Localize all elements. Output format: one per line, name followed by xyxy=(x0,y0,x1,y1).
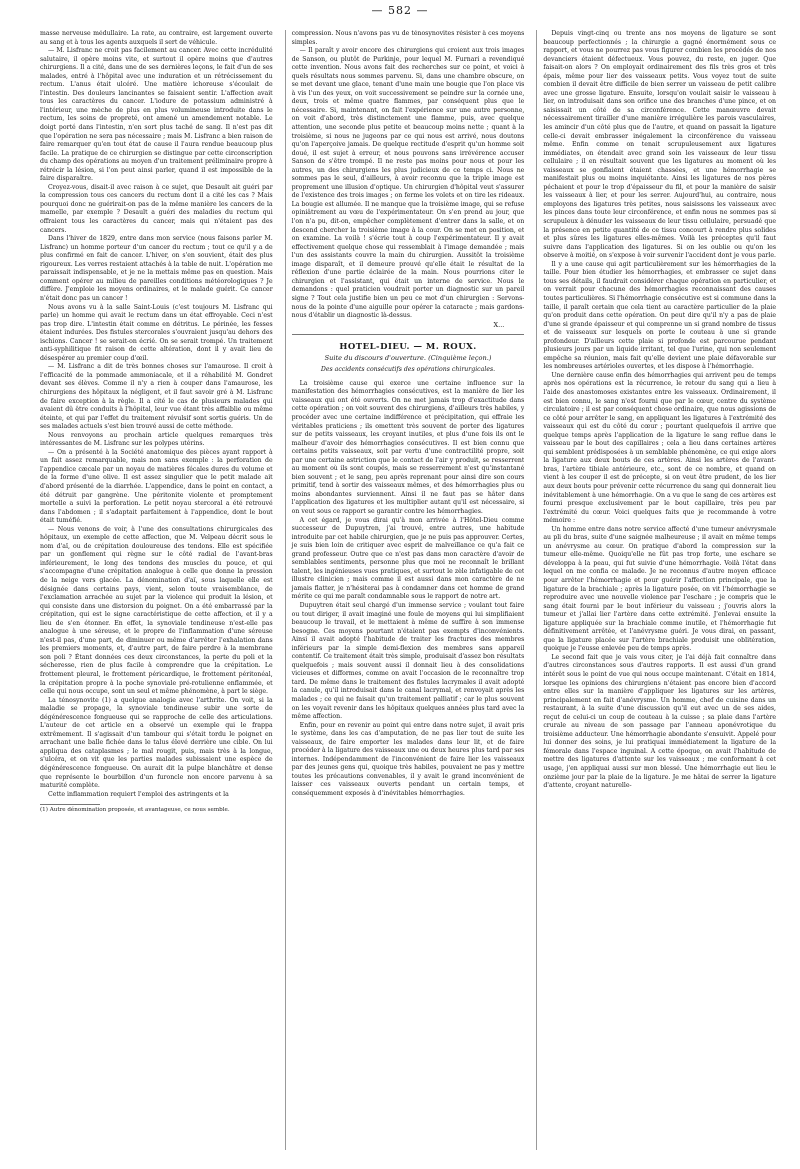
column-2 xyxy=(285,30,525,1150)
paragraph: — M. Lisfranc ne croit pas facilement au cancer. Avec cette incrédulité salutaire, il opère moins vite, et surtout il opère moins que d'autres chirurgiens. Il a cité, dans une de ses dernières leçons, le fait d'un de ses malades, entré à l'hôpital avec une induration et un rétrécissement du rectum. L'anus était ulcéré. Une matière ichoreuse s'écoulait de l'intestin. Des douleurs lancinantes se faisaient sentir. L'affection avait tous les caractères du cancer. L'iodure de potassium administré à l'intérieur, une mèche de plus en plus volumineuse introduite dans le rectum, les soins de propreté, ont amené un amendement notable. Le doigt porté dans l'intestin, n'en sort plus taché de sang. Il n'est pas dit que l'opération ne sera pas nécessaire ; mais M. Lisfranc a bien raison de faire remarquer qu'en tout état de cause il l'aura rendue beaucoup plus facile. La pratique de ce chirurgien se distingue par cette circonscription du champ des opérations au moyen d'un traitement préliminaire propre à rétrécir la lésion, si l'on peut ainsi parler, quand il est impossible de la faire disparaître. xyxy=(40,47,273,183)
paragraph: Nous renvoyons au prochain article quelques remarques très intéressantes de M. Lisfranc sur les polypes utérins. xyxy=(40,431,273,448)
paragraph: Un homme entre dans notre service affecté d'une tumeur anévrysmale au pli du bras, suite d'une saignée malheureuse ; il avait en même temps un anévrysme au cœur. On pratique d'abord la compression sur la tumeur elle-même. Quoiqu'elle ne fût pas trop forte, une eschare se développa à la peau, qui fut suivie d'une hémorrhagie. Voilà l'état dans lequel on me confia ce malade. Je ne reconnus d'autre moyen efficace pour arrêter l'hémorrhagie et pour guérir l'affection principale, que la ligature de la brachiale ; après la ligature posée, on vit l'hémorrhagie se reproduire avec une nouvelle violence par l'eschare ; je compris que le sang était fourni par le bout inférieur du vaisseau ; j'ouvris alors la tumeur et j'allai lier l'artère dans cette extrémité. J'enlevai ensuite la ligature appliquée sur la brachiale comme inutile, et l'hémorrhagie fut définitivement arrêtée, et l'anévrysme guéri. Je vous dirai, en passant, que la ligature placée sur l'artère brachiale produisit une oblitération, quoique je l'eusse enlevée peu de temps après. xyxy=(543,525,777,653)
section-subtitle: Suite du discours d'ouverture. (Cinquième leçon.) xyxy=(324,353,492,362)
paragraph: Dupuytren était seul chargé d'un immense service ; voulant tout faire ou tout diriger, il avait imaginé une foule de moyens qui lui simplifiaient beaucoup le travail, et le mettaient à même de suffire à son immense besogne. Ces moyens pourtant n'étaient pas exempts d'inconvénients. Ainsi il avait adopté l'habitude de traiter les fractures des membres inférieurs par la simple demi-flexion des membres sans appareil contentif. Ce traitement était très simple, produisait d'assez bon résultats quelquefois ; mais souvent aussi il donnait lieu à des consolidations vicieuses et difformes, comme on avait l'occasion de le reconnaître trop tard. De même dans le traitement des fistules lacrymales il avait adopté la canule, qu'il introduisait dans le canal lacrymal, et renvoyait après les malades ; ce qui ne faisait qu'un traitement palliatif ; car le plus souvent on les voyait revenir dans les hôpitaux quelques années plus tard avec la même affection. xyxy=(291,602,525,721)
paragraph: Il y a une cause qui agit particulièrement sur les hémorrhagies de la taille. Pour bien étudier les hémorrhagies, et embrasser ce sujet dans tous ses détails, il faudrait considérer chaque opération en particulier, et on verrait pour chacune des hémorrhagies reconnaissant des causes toutes particulières. Si l'hémorrhagie consécutive est si commune dans la taille, il paraît certain que cela tient au caractère particulier de la plaie qu'on produit dans cette opération. On peut dire qu'il n'y a pas de plaie d'une si grande épaisseur et qui comprenne un si grand nombre de tissus et de vaisseaux sur lesquels on porte le couteau à une si grande profondeur. D'ailleurs cette plaie si profonde est parcourue pendant plusieurs jours par un liquide irritant, tel que l'urine, qui non seulement empêche sa réunion, mais fait qu'elle devient une plaie défavorable sur les nombreuses artérioles ouvertes, et les dispose à l'hémorrhagie. xyxy=(543,260,777,371)
paragraph: Depuis vingt-cinq ou trente ans nos moyens de ligature se sont beaucoup perfectionnés ; la chirurgie a gagné énormément sous ce rapport, et vous ne pourrez pas vous figurer combien les procédés de nos devanciers étaient défectueux. Vous pouvez, du reste, en juger. Que faisait-on alors ? On employait ordinairement des fils très gros et très épais, même pour lier des vaisseaux petits. Vous voyez tout de suite combien il devait être difficile de bien serrer un vaisseau de petit calibre avec une grosse ligature. Ensuite, lorsqu'on voulait saisir le vaisseau à lier, on introduisait dans son orifice une des branches d'une pince, et on saisissait un côté de sa circonférence. Cette manœuvre devait nécessairement tirailler d'une manière irrégulière les parois vasculaires, les amincir d'un côté plus que de l'autre, et quand on passait la ligature celle-ci devait embrasser inégalement la circonférence du vaisseau même. Enfin comme on tenait scrupuleusement aux ligatures immédiates, on étendait avec grand soin les vaisseaux de leur tissu cellulaire ; il en résultait souvent que les ligatures au moment où les vaisseaux se gonflaient étaient chassées, et une hémorrhagie se manifestait plus ou moins inquiétante. Ainsi les ligatures de nos pères péchaient et pour le trop d'épaisseur du fil, et pour la manière de saisir les vaisseaux à lier, et pour les serrer. Aujourd'hui, au contraire, nous employons des ligatures très petites, nous saisissons les vaisseaux avec les pinces dans toute leur circonférence, et enfin nous ne sommes pas si scrupuleux à dénuder les vaisseaux de leur tissu cellulaire, persuadé que la présence en petite quantité de ce tissu concourt à rendre plus solides et plus sûres les ligatures elles-mêmes. Voilà les préceptes qu'il faut suivre dans l'application des ligatures. Si on les oublie ou qu'on les observe à moitié, on s'expose à voir survenir l'accident dont je vous parle. xyxy=(543,30,777,260)
paragraph: — Nous venons de voir, à l'une des consultations chirurgicales des hôpitaux, un exemple de cette affection, que M. Velpeau décrit sous le nom d'aï, ou de crépitation douloureuse des tendons. Elle est spécifiée par un gonflement qui règne sur le côté radial de l'avant-bras inférieurement, le long des tendons des muscles du pouce, et qui s'accompagne d'une crépitation analogue à celle que donne la pression de la neige vers glacée. La dénomination d'aï, sous laquelle elle est désignée dans certains pays, vient, selon toute vraisemblance, de l'exclamation arrachée au sujet par la violence qui produit la lésion, et qui consiste dans une distorsion du poignet. On a été embarrassé par la crépitation, qui est le signe caractéristique de cette affection, et il y a lieu de s'en étonner. En effet, la synoviale tendineuse n'est-elle pas analogue à une séreuse, et le propre de l'inflammation d'une séreuse n'est-il pas, d'une part, de diminuer ou même d'arrêter l'exhalation dans les premiers moments, et, d'autre part, de faire perdre à la membrane son poli ? Étant données ces deux circonstances, la perte du poli et la sécheresse, rien de plus facile à comprendre que la crépitation. Le frottement pleural, le frottement péricardique, le frottement péritonéal, la crépitation propre à la poche synoviale pré-rotulienne enflammée, et celle qui nous occupe, sont un seul et même phénomène, à part le siège. xyxy=(40,525,273,696)
paragraph: Nous avons vu à la salle Saint-Louis (c'est toujours M. Lisfranc qui parle) un homme qui avait le rectum dans un état effroyable. Ceci n'est pas trop dire. L'intestin était comme en détritus. Le périnée, les fesses étaient indurées. Des fistules stercorales s'ouvraient jusqu'au dehors des ischions. Cancer ! se serait-on écrié. On se serait trompé. Un traitement anti-syphilitique fit raison de cette altération, dont il y avait lieu de désespérer au premier coup d'œil. xyxy=(40,303,273,362)
paragraph: — Il paraît y avoir encore des chirurgiens qui croient aux trois images de Sanson, ou plutôt de Purkinje, pour lequel M. Furnari a revendiqué cette invention. Nous avons fait des recherches sur ce point, et voici à quels résultats nous sommes parvenu. Si, dans une chambre obscure, on se met devant une glace, tenant d'une main une bougie que l'on place vis à vis l'un des yeux, on voit successivement se peindre sur la cornée une, deux, trois et même quatre flammes, par conséquent plus que le nécessaire. Si, maintenant, on fait l'expérience sur une autre personne, on voit d'abord, très distinctement une flamme, puis, avec quelque attention, une seconde plus petite et beaucoup moins nette ; quant à la troisième, si nous ne jugeons par ce qui nous est arrivé, nous doutons qu'on l'aperçoive jamais. De quelque rectitude d'esprit qu'un homme soit doué, il est sujet à erreur, et nous pouvons sans irrévérence accuser Sanson de s'être trompé. Il ne reste pas moins pour nous et pour les autres, un des chirurgiens les plus judicieux de ce temps ci. Nous ne sommes pas le seul, d'ailleurs, à avoir reconnu que la triple image est proprement une illusion d'optique. Un chirurgien d'hôpital veut s'assurer de l'existence des trois images ; on ferme les volets et on tire les rideaux. La bougie est allumée. Il ne manque que la troisième image, qui se refuse opiniâtrement au vœu de l'expérimentateur. On s'en prend au jour, que l'on n'a pu, dit-on, empêcher complètement d'entrer dans la salle, et on descend chercher la troisième image à la cour. On se met en position, et on examine. La voilà ! s'écrie tout à coup l'expérimentateur. Il y avait effectivement quelque chose qui ressemblait à l'image demandée ; mais l'un des assistants couvre la main du chirurgien. Aussitôt la troisième image disparaît, et il demeure prouvé qu'elle était le résultat de la réflexion d'une partie éclairée de la main. Nous pourrions citer le chirurgien et l'assistant, qui était un interne de service. Nous le demandons : quel praticien voudrait porter un diagnostic sur un pareil signe ? Tout cela justifie bien un peu ce mot d'un chirurgien : Servons-nous de la pointe d'une aiguille pour opérer la cataracte ; mais gardons-nous d'établir un diagnostic là-dessus. xyxy=(291,47,525,320)
article-columns xyxy=(40,30,776,1160)
section-subheading: Des accidents consécutifs des opérations chirurgicales. xyxy=(320,366,496,374)
article-signature: X... xyxy=(493,320,505,329)
paragraph: Une dernière cause enfin des hémorrhagies qui arrivent peu de temps après nos opérations est la récurrence, le retour du sang qui a lieu à l'aide des anastomoses existantes entre les vaisseaux. Ordinairement, il est bien connu, le sang n'est fourni que par le cœur, centre du système circulatoire ; il est par conséquent chose ordinaire, que nous agissions de ce côté pour arrêter le sang, en appliquant les ligatures à l'extrémité des vaisseaux qui est du côté du cœur ; pourtant quelquefois il arrive que quelque temps après l'application de la ligature le sang reflue dans le vaisseau par le bout des capillaires ; cela a lieu dans certaines artères qui semblent prédisposées à un semblable phénomène, ce qui exige alors la ligature aux deux bouts de ces artères. Ainsi les artères de l'avant-bras, l'artère tibiale antérieure, etc., sont de ce nombre, et quand on vient à les couper il est de précepte, si on veut être prudent, de les lier aux deux bouts pour prévenir cette récurrence du sang qui donnerait lieu inévitablement à une hémorrhagie. On a vu que le sang de ces artères est fourni presque exclusivement par le bout capillaire, très peu par l'extrémité du cœur. Voici quelques faits que je recommande à votre mémoire : xyxy=(543,371,777,525)
paragraph: Croyez-vous, disait-il avec raison à ce sujet, que Desault ait guéri par la compression tous ces cancers du rectum dont il a cité les cas ? Mais pourquoi donc ne guérirait-on pas de la même manière les cancers de la mamelle, par exemple ? Desault a guéri des maladies du rectum qui offraient tous les caractères du cancer, mais qui n'étaient pas des cancers. xyxy=(40,183,273,234)
paragraph: La troisième cause qui exerce une certaine influence sur la manifestation des hémorrhagies consécutives, est la manière de lier les vaisseaux qui ont été ouverts. On ne met jamais trop d'exactitude dans cette opération ; on voit souvent des chirurgiens, d'ailleurs très habiles, y procéder avec une certaine indifférence et précipitation, qui effraie les véritables praticiens ; ils omettent très souvent de porter des ligatures sur de petits vaisseaux, les croyant inutiles, et plus d'une fois ils ont le malheur d'avoir des hémorrhagies consécutives. Il est bien connu que certains petits vaisseaux, soit par vertu d'une contractilité propre, soit par une certaine astriction que le contact de l'air y produit, se resserrent au moment où ils sont coupés, mais se resserrement n'est qu'instantané bien souvent ; et le sang, peu après reprenant pour ainsi dire son cours primitif, tend à sortir des vaisseaux mêmes, et des hémorrhagies plus ou moins abondantes surviennent. Ainsi il ne faut pas se hâter dans l'application des ligatures et les multiplier autant qu'il est nécessaire, si on veut sous ce rapport se garantir contre les hémorrhagies. xyxy=(291,379,525,515)
paragraph: La ténosynovite (1) a quelque analogie avec l'arthrite. On voit, si la maladie se propage, la synoviale tendineuse subir une sorte de dégénérescence fongueuse qui se rapproche de celle des articulations. L'auteur de cet article en a observé un exemple qui le frappa extrêmement. Il s'agissait d'un tambour qui s'était tordu le poignet en arrachant une balle fichée dans le talus élevé derrière une cible. On lui appliqua des cataplasmes ; le mal rougit, puis, mais très à la longue, s'ulcéra, et on vit que les parties malades subissaient une espèce de dégénérescence fongueuse. On aurait dit la pulpe blanchâtre et dense que représente le bourbillon d'un furoncle non encore parvenu à sa maturité complète. xyxy=(40,696,273,790)
paragraph: Dans l'hiver de 1829, entre dans mon service (nous faisons parler M. Lisfranc) un homme porteur d'un cancer du rectum ; tout ce qu'il y a de plus confirmé en fait de cancer. L'hiver, on s'en souvient, était des plus rigoureux. Les verres restaient attachés à la table de nuit. L'opération me paraissait indispensable, et je ne la mettais même pas en question. Mais comment opérer au milieu de pareilles conditions météorologiques ? Je diffère. J'emploie les moyens ordinaires, et le malade guérit. Ce cancer n'était donc pas un cancer ! xyxy=(40,235,273,302)
paragraph: Enfin, pour en revenir au point qui entre dans notre sujet, il avait pris le système, dans les cas d'amputation, de ne pas lier tout de suite les vaisseaux, de faire emporter les malades dans leur lit, et de faire procéder à la ligature des vaisseaux une ou deux heures plus tard par ses internes. Indépendamment de l'inconvénient de faire lier les vaisseaux par des jeunes gens qui, quoique très habiles, pouvaient ne pas y mettre toutes les précautions convenables, il y avait le grand inconvénient de laisser ces vaisseaux ouverts pendant un certain temps, et conséquemment exposés à d'inévitables hémorrhagies. xyxy=(291,721,525,798)
section-divider xyxy=(292,334,525,335)
column-1 xyxy=(40,30,273,1150)
paragraph: masse nerveuse médullaire. La rate, au contraire, est largement ouverte au sang et à tous les agents auxquels il sert de véhicule. xyxy=(40,30,273,46)
paragraph: A cet égard, je vous dirai qu'à mon arrivée à l'Hôtel-Dieu comme successeur de Dupuytren, j'ai trouvé, entre autres, une habitude introduite par cet habile chirurgien, que je ne puis pas approuver. Certes, je suis bien loin de critiquer avec esprit de malveillance ce qu'a fait ce grand professeur. Outre que ce n'est pas dans mon caractère d'avoir de semblables sentiments, personne plus que moi ne reconnaît le brillant talent, les ingénieuses vues pratiques, et surtout le zèle infatigable de cet illustre clinicien ; mais comme il est aussi dans mon caractère de ne jamais flatter, je n'hésiterai pas à condamner dans cet homme de grand mérite ce qui me paraît condamnable sous le rapport de notre art. xyxy=(291,516,525,601)
footnote-divider xyxy=(40,804,100,805)
footnote: (1) Autre dénomination proposée, et avantageuse, ce nous semble. xyxy=(40,807,230,814)
page-number: — 582 — xyxy=(371,4,429,17)
paragraph: Le second fait que je vais vous citer, je l'ai déjà fait connaître dans d'autres circonstances sous d'autres rapports. Il est aussi d'un grand intérêt sous le point de vue qui nous occupe maintenant. C'était en 1814, lorsque les opinions des chirurgiens n'étaient pas encore bien d'accord entre elles sur la manière d'appliquer les ligatures sur les artères, principalement en fait d'anévrysme. Un homme, chef de cuisine dans un restaurant, à la suite d'une discussion qu'il eut avec un de ses aides, reçut de celui-ci un coup de couteau à la cuisse ; sa plaie dans l'artère crurale au niveau de son passage par l'anneau aponévrotique du troisième adducteur. Une hémorrhagie abondante s'ensuivit. Appelé pour lui donner des soins, je lui pratiquai immédiatement la ligature de la fémorale dans l'espace inguinal. A cette époque, on avait l'habitude de mettre des ligatures d'attente sur les vaisseaux ; me conformant à cet usage, j'en appliquai aussi sur mon blessé. Une hémorrhagie eut lieu le onzième jour par la plaie de la ligature. Je me hâtai de serrer la ligature d'attente, croyant naturelle- xyxy=(543,653,777,790)
section-title: HOTEL-DIEU. — M. ROUX. xyxy=(339,342,477,353)
paragraph: — On a présenté à la Société anatomique des pièces ayant rapport à un fait assez remarquable, mais non sans exemple : la perforation de l'appendice cæcale par un noyau de matières fécales dures du volume et de la forme d'une olive. Il est assez singulier que le petit malade ait d'abord présenté de la diarrhée. L'appendice, dans le point en contact, a été détruit par gangrène. Une péritonite violente et promptement mortelle a suivi la perforation. Le petit noyau stercoral a été retrouvé dans l'abdomen ; il s'adaptait parfaitement à l'appendice, dont le bout était tuméfié. xyxy=(40,448,273,525)
column-3 xyxy=(536,30,776,1150)
paragraph: Cette inflammation requiert l'emploi des astringents et la xyxy=(48,790,229,798)
paragraph: compression. Nous n'avons pas vu de ténosynovites résister à ces moyens simples. xyxy=(291,30,525,46)
paragraph: — M. Lisfranc a dit de très bonnes choses sur l'amaurose. Il croit à l'efficacité de la pommade ammoniacale, et il a réhabilité M. Gondret devant ses élèves. Comme il n'y a rien à couper dans l'amaurose, les chirurgiens des hôpitaux la négligent, et il faut savoir gré à M. Lisfranc de faire exception à la règle. Il a cité le cas de plusieurs malades qui avaient dû être conduits à l'hôpital, leur vue étant très affaiblie ou même éteinte, et qui par l'effet du traitement révulsif sont sortis guéris. Un de ses malades actuels s'est bien trouvé aussi de cette méthode. xyxy=(40,363,273,431)
